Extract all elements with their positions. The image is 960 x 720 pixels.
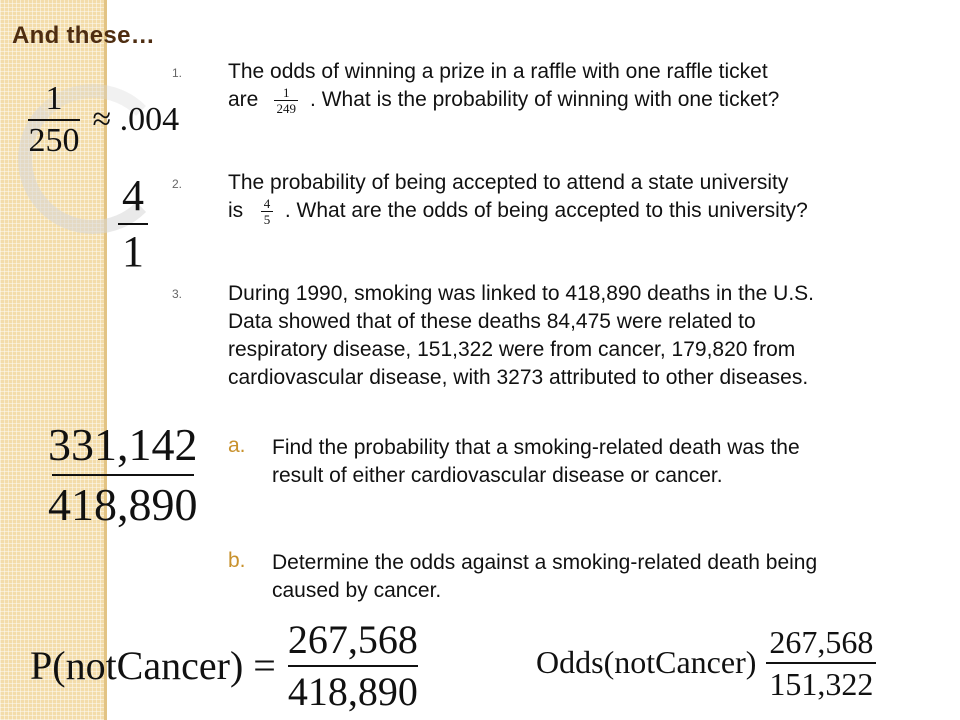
answer-1-denominator: 250 — [28, 121, 80, 159]
prob-not-cancer-label: P(notCancer) = — [30, 643, 276, 689]
question-1-line2 — [228, 86, 779, 115]
question-2-frac-numerator: 4 — [263, 196, 271, 211]
answer-3a-numerator: 331,142 — [48, 419, 198, 470]
subquestion-a — [272, 434, 800, 490]
question-1-frac-numerator: 1 — [282, 85, 290, 100]
subquestion-b-line: Determine the odds against a smoking-related death being — [272, 551, 818, 574]
question-3-line: During 1990, smoking was linked to 418,890 deaths in the U.S. — [228, 282, 815, 305]
question-3-line: cardiovascular disease, with 3273 attributed to other diseases. — [228, 366, 809, 389]
answer-1-expression — [28, 82, 179, 158]
answer-1-fraction — [28, 82, 80, 158]
answer-2-expression — [118, 171, 148, 276]
question-2-prefix: is — [228, 199, 244, 223]
question-3 — [228, 280, 814, 392]
odds-not-cancer-label: Odds(notCancer) — [536, 644, 757, 681]
prob-frac-numerator: 267,568 — [287, 617, 418, 662]
odds-not-cancer-expression — [536, 626, 876, 700]
question-1-prefix: are — [228, 88, 259, 112]
question-1-frac-denominator: 249 — [276, 101, 296, 116]
subquestion-b — [272, 549, 817, 605]
question-2-suffix: . What are the odds of being accepted to this university? — [284, 199, 808, 223]
question-2-inline-fraction — [261, 197, 273, 226]
answer-2-numerator: 4 — [122, 171, 144, 220]
question-2-line2 — [228, 197, 808, 226]
question-1-inline-fraction — [274, 86, 298, 115]
answer-1-approx: ≈ .004 — [92, 100, 180, 138]
question-3-line: respiratory disease, 151,322 were from cancer, 179,820 from — [228, 338, 796, 361]
prob-frac-denominator: 418,890 — [287, 668, 418, 714]
answer-3a-fraction — [48, 419, 198, 530]
slide-title: And these… — [12, 22, 156, 49]
question-3-line: Data showed that of these deaths 84,475 were related to — [228, 310, 756, 333]
question-2-line1: The probability of being accepted to attend a state university — [228, 171, 789, 194]
prob-not-cancer-fraction — [287, 617, 418, 714]
odds-frac-denominator: 151,322 — [769, 665, 874, 702]
question-2 — [228, 169, 808, 226]
question-1-line1: The odds of winning a prize in a raffle with one raffle ticket — [228, 60, 768, 83]
subquestion-a-letter: a. — [228, 434, 246, 457]
answer-1-numerator: 1 — [45, 80, 63, 117]
question-1-number: 1. — [172, 66, 183, 80]
odds-not-cancer-fraction — [766, 626, 876, 700]
answer-2-fraction — [118, 171, 148, 276]
prob-not-cancer-expression — [30, 617, 418, 714]
answer-3a-denominator: 418,890 — [48, 478, 198, 530]
subquestion-a-line: Find the probability that a smoking-related death was the — [272, 436, 800, 459]
subquestion-b-line: caused by cancer. — [272, 579, 442, 602]
answer-2-denominator: 1 — [122, 226, 144, 276]
question-1 — [228, 58, 779, 115]
odds-frac-numerator: 267,568 — [769, 624, 874, 660]
question-2-number: 2. — [172, 177, 183, 191]
subquestion-b-letter: b. — [228, 549, 246, 572]
subquestion-a-line: result of either cardiovascular disease or cancer. — [272, 464, 723, 487]
question-2-frac-denominator: 5 — [263, 212, 271, 227]
question-3-number: 3. — [172, 287, 183, 301]
answer-3a-expression — [48, 419, 198, 530]
question-1-suffix: . What is the probability of winning with one ticket? — [310, 88, 780, 112]
